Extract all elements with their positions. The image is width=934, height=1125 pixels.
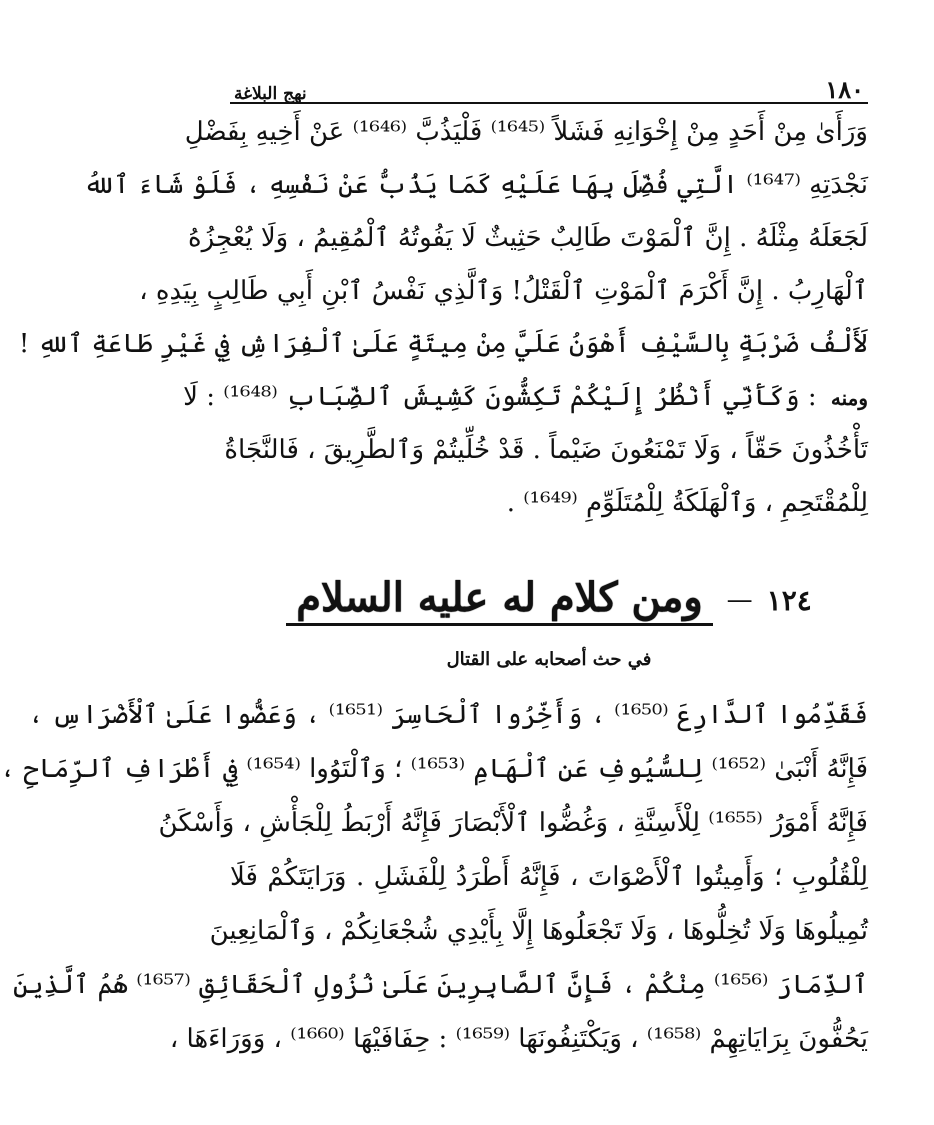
text-line: ٱلْهَارِبُ . إِنَّ أَكْرَمَ ٱلْمَوْتِ ٱلْقَتْلُ! وَٱلَّذِي نَفْسُ ٱبْنِ أَبِي طَالِبٍ بِيَدِهِ ، (139, 276, 868, 306)
minhu-label: ومنه (830, 386, 868, 410)
text-line: فَإِنَّهُ أَمْوَرُ ⁽¹⁶⁵⁵⁾ لِلْأَسِنَّةِ ، وَغُضُّوا ٱلْأَبْصَارَ فَإِنَّهُ أَرْبَطُ لِلْجَأْشِ ، وَأَسْكَنُ (158, 808, 868, 838)
sermon-title: ومن كلام له عليه السلام (286, 574, 712, 626)
book-title: نهج البلاغة (234, 84, 307, 104)
section-1-text (18, 106, 868, 530)
text-line: فَقَدِّمُوا ٱلدَّارِعَ ⁽¹⁶⁵⁰⁾ ، وَأَخِّرُوا ٱلْحَاسِرَ ⁽¹⁶⁵¹⁾ ، وَعَضُّوا عَلَىٰ ٱلْأَضْرَاسِ ، (28, 700, 868, 730)
text-line: لِلْقُلُوبِ ؛ وَأَمِيتُوا ٱلْأَصْوَاتَ ، فَإِنَّهُ أَطْرَدُ لِلْفَشَلِ . وَرَايَتَكُمْ فَلَا (230, 862, 868, 892)
text-line: ٱلذِّمَارَ ⁽¹⁶⁵⁶⁾ مِنْكُمْ ، فَإِنَّ ٱلصَّابِرِينَ عَلَىٰ نُزُولِ ٱلْحَقَائِقِ ⁽¹⁶⁵⁷⁾ هُمُ ٱلَّذِينَ (13, 970, 868, 1000)
sermon-heading (230, 565, 868, 635)
text-line: لَجَعَلَهُ مِثْلَهُ . إِنَّ ٱلْمَوْتَ طَالِبٌ حَثِيثٌ لَا يَفُوتُهُ ٱلْمُقِيمُ ، وَلَا يُعْجِزُهُ (188, 223, 868, 253)
section-2-text (0, 688, 868, 1066)
text-line: تُمِيلُوهَا وَلَا تُخِلُّوهَا ، وَلَا تَجْعَلُوهَا إِلَّا بِأَيْدِي شُجْعَانِكُمْ ، وَٱلْمَانِعِينَ (209, 916, 868, 946)
text-line: يَحُفُّونَ بِرَايَاتِهِمْ ⁽¹⁶⁵⁸⁾ ، وَيَكْتَنِفُونَهَا ⁽¹⁶⁵⁹⁾ : حِفَافَيْهَا ⁽¹⁶⁶⁰⁾ ، وَوَرَاءَهَا ، (169, 1024, 868, 1054)
header-rule (230, 102, 868, 104)
text-line: تَأْخُذُونَ حَقّاً ، وَلَا تَمْنَعُونَ ضَيْماً . قَدْ خُلِّيتُمْ وَٱلطَّرِيقَ ، فَالنَّجَاةُ (224, 435, 868, 465)
text-line: نَجْدَتِهِ ⁽¹⁶⁴⁷⁾ الَّتِي فُضِّلَ بِهَا عَلَيْهِ كَمَا يَذُبُّ عَنْ نَفْسِهِ ، فَلَوْ شَاءَ ٱللهُ (83, 170, 868, 200)
text-line: فَإِنَّهُ أَنْبَىٰ ⁽¹⁶⁵²⁾ لِلسُّيُوفِ عَنِ ٱلْهَامِ ⁽¹⁶⁵³⁾ ؛ وَٱلْتَوُوا ⁽¹⁶⁵⁴⁾ فِي أَطْرَافِ ٱلرِّمَاحِ ، (0, 754, 868, 784)
text-line: لِلْمُقْتَحِمِ ، وَٱلْهَلَكَةُ لِلْمُتَلَوِّمِ ⁽¹⁶⁴⁹⁾ . (506, 488, 868, 518)
text-line: لَأَلْفُ ضَرْبَةٍ بِالسَّيْفِ أَهْوَنُ عَلَيَّ مِنْ مِيتَةٍ عَلَىٰ ٱلْفِرَاشِ فِي غَيْرِ طَاعَةِ ٱللهِ ! (18, 329, 868, 359)
minhu-line (183, 371, 868, 424)
sermon-number: ١٢٤ (766, 583, 812, 617)
minhu-text: : وَكَأَنِّي أَنْظُرُ إِلَيْكُمْ تَكِشُّونَ كَشِيشَ ٱلضِّبَابِ ⁽¹⁶⁴⁸⁾ : لَا (183, 382, 817, 412)
heading-dash: — (726, 585, 753, 615)
page-header (234, 64, 864, 104)
text-line: وَرَأَىٰ مِنْ أَحَدٍ مِنْ إِخْوَانِهِ فَشَلاً ⁽¹⁶⁴⁵⁾ فَلْيَذُبَّ ⁽¹⁶⁴⁶⁾ عَنْ أَخِيهِ بِفَضْلِ (184, 117, 868, 147)
sermon-subtitle: في حث أصحابه على القتال (446, 649, 652, 670)
page-number: ١٨٠ (825, 75, 864, 104)
